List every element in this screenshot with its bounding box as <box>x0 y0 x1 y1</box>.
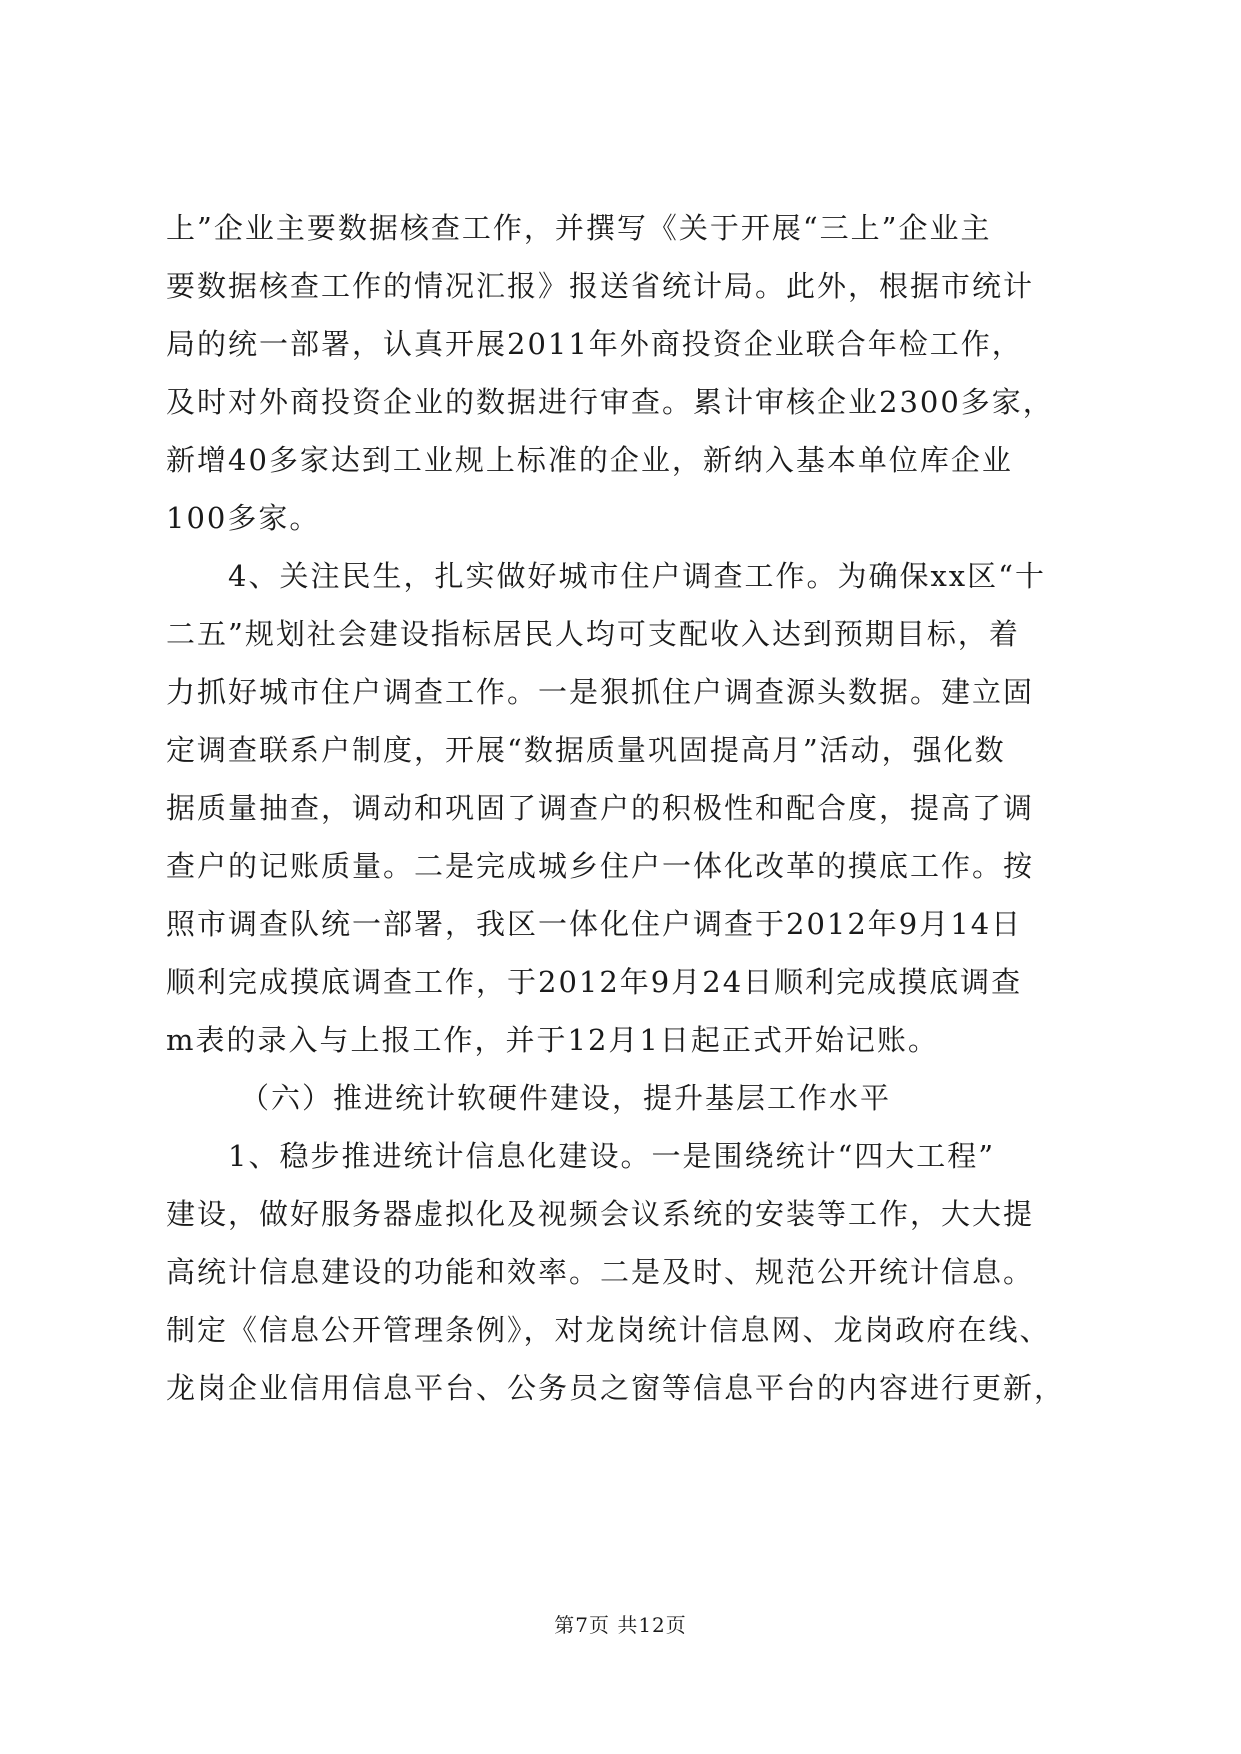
section-heading: （六）推进统计软硬件建设，提升基层工作水平 <box>240 1081 892 1115</box>
text-line: 及时对外商投资企业的数据进行审查。累计审核企业2300多家， <box>166 385 1054 419</box>
paragraph-start-line: 1、稳步推进统计信息化建设。一是围绕统计“四大工程” <box>228 1139 996 1173</box>
paragraph-start-line: 4、关注民生，扎实做好城市住户调查工作。为确保xx区“十 <box>228 559 1046 593</box>
text-line: 新增40多家达到工业规上标准的企业，新纳入基本单位库企业 <box>166 443 1013 477</box>
text-line: 力抓好城市住户调查工作。一是狠抓住户调查源头数据。建立固 <box>166 675 1035 709</box>
text-line: 龙岗企业信用信息平台、公务员之窗等信息平台的内容进行更新， <box>166 1371 1066 1405</box>
text-line: 照市调查队统一部署，我区一体化住户调查于2012年9月14日 <box>166 907 1023 941</box>
page-footer: 第7页 共12页 <box>554 1613 687 1637</box>
text-line: 100多家。 <box>166 501 321 535</box>
text-line: 要数据核查工作的情况汇报》报送省统计局。此外，根据市统计 <box>166 269 1035 303</box>
text-line: 据质量抽查，调动和巩固了调查户的积极性和配合度，提高了调 <box>166 791 1035 825</box>
text-line: 上”企业主要数据核查工作，并撰写《关于开展“三上”企业主 <box>166 211 992 245</box>
text-line: 高统计信息建设的功能和效率。二是及时、规范公开统计信息。 <box>166 1255 1035 1289</box>
text-line: 二五”规划社会建设指标居民人均可支配收入达到预期目标，着 <box>166 617 1020 651</box>
text-line: m表的录入与上报工作，并于12月1日起正式开始记账。 <box>166 1023 939 1057</box>
text-line: 顺利完成摸底调查工作，于2012年9月24日顺利完成摸底调查 <box>166 965 1023 999</box>
text-line: 查户的记账质量。二是完成城乡住户一体化改革的摸底工作。按 <box>166 849 1035 883</box>
text-line: 建设，做好服务器虚拟化及视频会议系统的安装等工作，大大提 <box>166 1197 1035 1231</box>
text-line: 定调查联系户制度，开展“数据质量巩固提高月”活动，强化数 <box>166 733 1006 767</box>
text-line: 局的统一部署，认真开展2011年外商投资企业联合年检工作， <box>166 327 1023 361</box>
text-line: 制定《信息公开管理条例》，对龙岗统计信息网、龙岗政府在线、 <box>166 1313 1051 1347</box>
